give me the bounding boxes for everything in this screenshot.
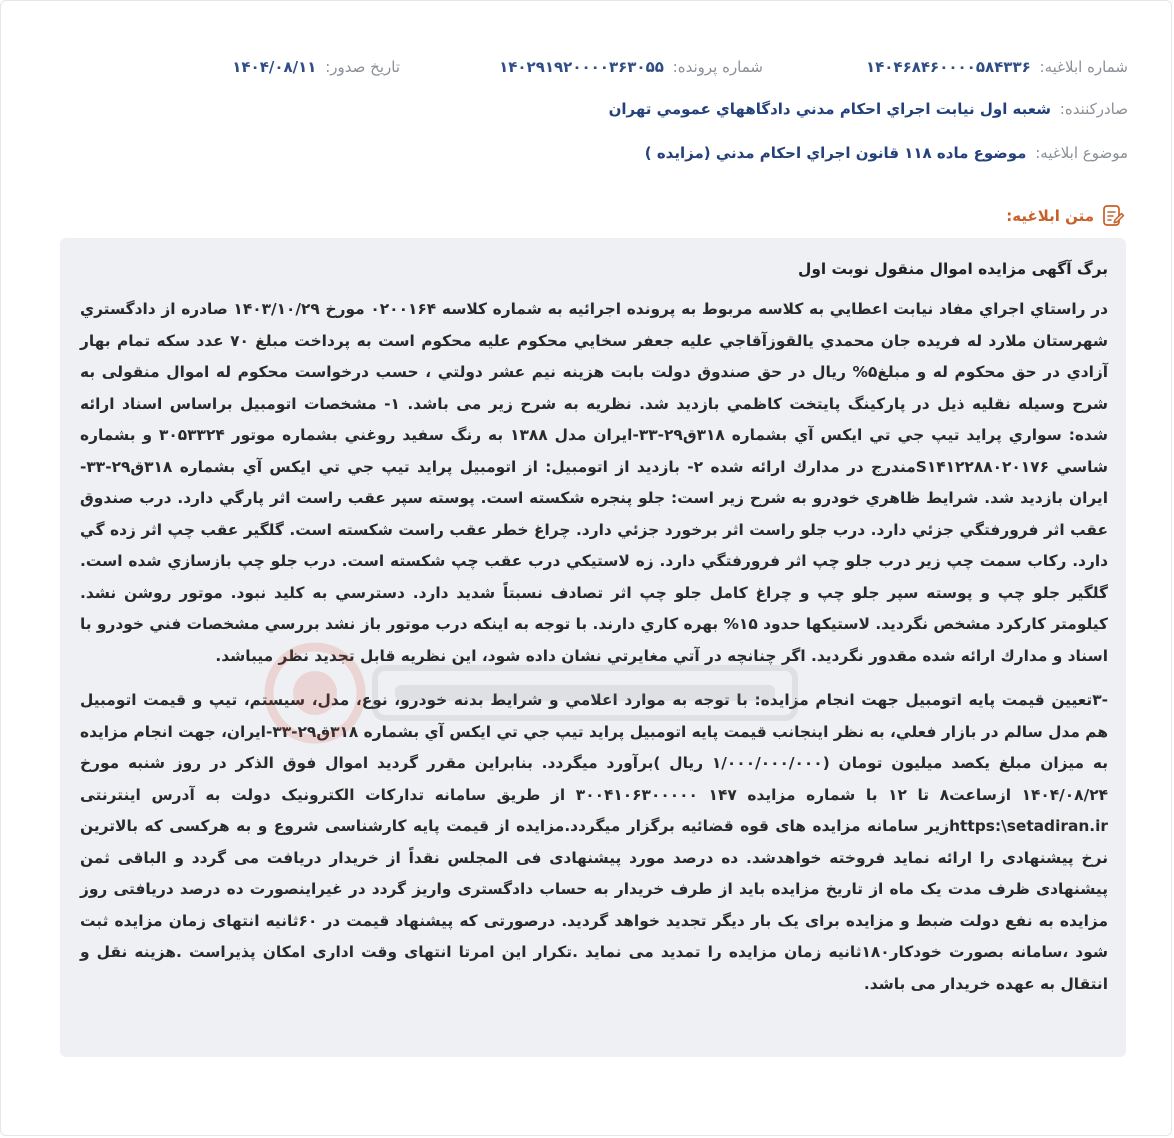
notice-number [866, 58, 1128, 76]
case-number-label: شماره پرونده: [672, 58, 763, 76]
notice-number-value: ۱۴۰۴۶۸۴۶۰۰۰۰۵۸۴۳۳۶ [865, 58, 1031, 76]
issue-date-value: ۱۴۰۴/۰۸/۱۱ [232, 58, 317, 76]
issuer-row [609, 100, 1128, 118]
case-number [499, 58, 763, 76]
issue-date-label: تاریخ صدور: [325, 58, 400, 76]
subject-label: موضوع ابلاغيه: [1035, 144, 1128, 162]
notice-text-heading [1006, 203, 1126, 229]
paragraph-1: در راستاي اجراي مفاد نيابت اعطايي به كلاسه مربوط به پرونده اجرائيه به شماره كلاسه ۰۲۰۰۱۶۴ مورخ ۱۴۰۳/۱۰/۲۹ صادره از دادگستري شهرستان ملارد له فريده جان محمدي يالقوزآقاجي عليه جعفر سخايي محكوم عليه محكوم است به پرداخت مبلغ ۷۰ عدد سكه تمام بهار آزادي در حق محكوم له و مبلغ۵% ريال در حق صندوق دولت بابت هزينه نيم عشر دولتي ، حسب درخواست محكوم له اموال منقولی به شرح وسيله نقليه ذيل در پاركينگ پايتخت كاظمي بازديد شد. نظريه به شرح زير می باشد. ۱- مشخصات اتومبيل براساس اسناد ارائه شده: سواري پرايد تيپ جي تي ايكس آي بشماره ۳۱۸ق۲۹-۳۳-ايران مدل ۱۳۸۸ به رنگ سفيد روغني بشماره موتور ۳۰۵۳۳۲۴ و بشماره شاسي S۱۴۱۲۲۸۸۰۲۰۱۷۶مندرج در مدارك ارائه شده ۲- بازديد از اتومبيل: از اتومبيل پرايد تيپ جي تي ايكس آي بشماره ۳۱۸ق۲۹-۳۳-ايران بازديد شد. شرايط ظاهري خودرو به شرح زير است: جلو پنجره شكسته است. پوسته سپر عقب راست اثر پارگي دارد. درب صندوق عقب اثر فرورفتگي جزئي دارد. درب جلو راست اثر برخورد جزئي دارد. چراغ خطر عقب راست شكسته است. گلگير عقب چپ اثر زده گي دارد. ركاب سمت چپ زير درب جلو چپ اثر فرورفتگي دارد. زه لاستيكي درب عقب چپ شكسته است. درب جلو چپ بازسازي شده است. گلگير جلو چپ و پوسته سپر جلو چپ و چراغ كامل جلو چپ اثر تصادف نسبتاً شديد دارد. دسترسي به كليد نبود. موتور روشن نشد. كيلومتر كاركرد مشخص نگرديد. لاستيكها حدود ۱۵% بهره كاري دارند. با توجه به اينكه درب موتور باز نشد بررسي مشخصات فني خودرو با اسناد و مدارك ارائه شده مقدور نگرديد. اگر چنانچه در آتي مغايرتي نشان داده شود، اين نظريه قابل تجديد نظر ميباشد. [80, 300, 1109, 665]
notice-body [60, 238, 1126, 1057]
document-edit-icon [1100, 203, 1126, 229]
subject-row [645, 144, 1128, 162]
auction-title: برگ آگهی مزایده اموال منقول نوبت اول [797, 260, 1108, 278]
case-number-value: ۱۴۰۲۹۱۹۲۰۰۰۰۳۶۳۰۵۵ [499, 58, 664, 76]
notice-meta-row [40, 58, 1128, 80]
issuer-value: شعبه اول نيابت اجراي احكام مدني دادگاههاي عمومي تهران [608, 100, 1051, 118]
notice-text-label: متن ابلاغيه: [1006, 207, 1094, 225]
paragraph-2: -۳تعيين قيمت پايه اتومبيل جهت انجام مزايده: با توجه به موارد اعلامي و شرايط بدنه خودرو، نوع، مدل، سيستم، تيپ و قيمت اتومبيل هم مدل سالم در بازار فعلي، به نظر اينجانب قيمت پايه اتومبيل پرايد تيپ جي تي ايكس آي بشماره ۳۱۸ق۲۹-۳۳-ايران، جهت انجام مزايده به ميزان مبلغ يكصد ميليون تومان (۱/۰۰۰/۰۰۰/۰۰۰ ريال )برآورد ميگردد. بنابراين مقرر گرديد اموال فوق الذكر در روز شنبه مورخ ۱۴۰۴/۰۸/۲۴ ازساعت۸ تا ۱۲ با شماره مزايده ۱۴۷ ۳۰۰۴۱۰۶۳۰۰۰۰۰ از طريق سامانه تداركات الكترونيک دولت به آدرس اينترنتی https:\setadiran.irزير سامانه مزايده های قوه قضائيه برگزار ميگردد.مزايده از قيمت پايه كارشناسی شروع و به هركسی كه بالاترين نرخ پيشنهادی را ارائه نمايد فروخته خواهدشد. ده درصد مورد پيشنهادی فی المجلس نقداً از خريدار دريافت می گردد و الباقی ثمن پيشنهادی ظرف مدت يک ماه از تاريخ مزايده بايد از طرف خريدار به حساب دادگستری واريز گردد در غيراينصورت ده درصد دريافتی روز مزايده به نفع دولت ضبط و مزايده برای يک بار ديگر تجديد خواهد گرديد. درصورتی كه پيشنهاد قيمت در ۶۰ثانيه انتهای زمان مزايده ثبت شود ،سامانه بصورت خودكار۱۸۰ثانيه زمان مزايده را تمديد می نمايد .تكرار اين امرتا انتهای وقت اداری امكان پذيراست .هزينه نقل و انتقال به عهده خريدار می باشد. [80, 691, 1109, 993]
issuer-label: صادرکننده: [1059, 100, 1128, 118]
subject-value: موضوع ماده ۱۱۸ قانون اجراي احكام مدني (مزايده ) [644, 144, 1027, 162]
notice-number-label: شماره ابلاغيه: [1039, 58, 1128, 76]
issue-date [232, 58, 400, 76]
